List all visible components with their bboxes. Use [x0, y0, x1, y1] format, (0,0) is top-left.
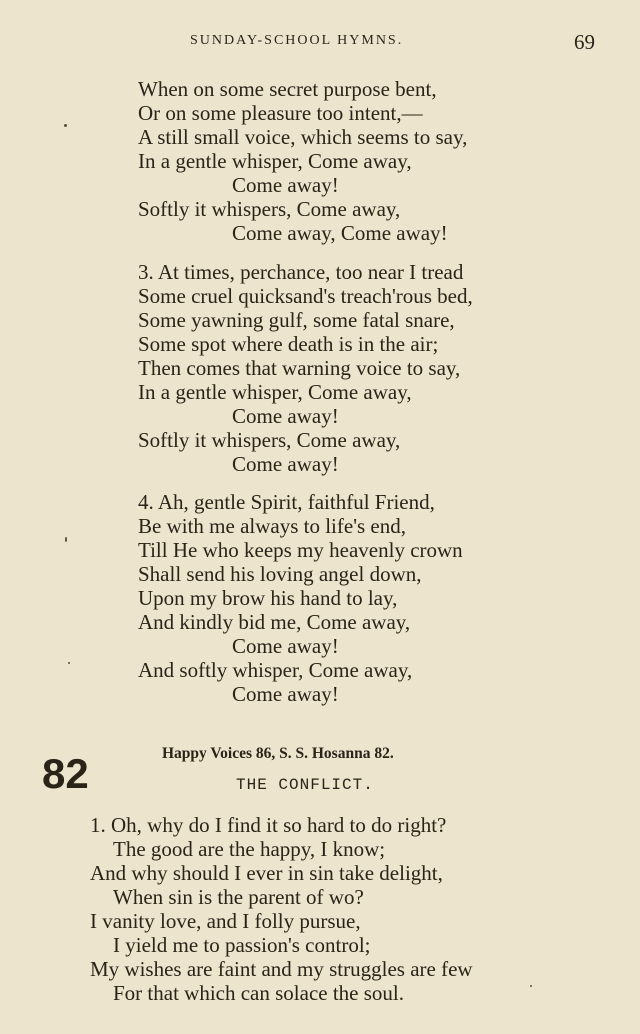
verse-refrain-line: Come away! — [232, 682, 339, 706]
verse-line: Softly it whispers, Come away, — [138, 428, 401, 452]
verse-line: 1. Oh, why do I find it so hard to do right? — [90, 813, 447, 837]
hymn-title: THE CONFLICT. — [236, 776, 374, 794]
print-speck — [68, 662, 70, 664]
verse-line: Softly it whispers, Come away, — [138, 197, 401, 221]
verse-line: A still small voice, which seems to say, — [138, 125, 468, 149]
verse-line: And softly whisper, Come away, — [138, 658, 413, 682]
verse-refrain-line: Come away! — [232, 634, 339, 658]
verse-line: The good are the happy, I know; — [113, 837, 386, 861]
verse-refrain-line: Come away! — [232, 173, 339, 197]
verse-line: For that which can solace the soul. — [113, 981, 405, 1005]
verse-refrain-line: Come away, Come away! — [232, 221, 448, 245]
verse-line: When on some secret purpose bent, — [138, 77, 437, 101]
print-speck — [530, 985, 532, 987]
running-head: SUNDAY-SCHOOL HYMNS. — [190, 33, 404, 48]
verse-line: 4. Ah, gentle Spirit, faithful Friend, — [138, 490, 435, 514]
verse-line: In a gentle whisper, Come away, — [138, 380, 412, 404]
verse-line: I vanity love, and I folly pursue, — [90, 909, 361, 933]
verse-line: Some cruel quicksand's treach'rous bed, — [138, 284, 473, 308]
verse-line: Be with me always to life's end, — [138, 514, 406, 538]
verse-line: Some spot where death is in the air; — [138, 332, 439, 356]
tune-reference: Happy Voices 86, S. S. Hosanna 82. — [162, 745, 394, 762]
hymn-number: 82 — [42, 750, 89, 797]
page-header — [0, 30, 640, 54]
verse-line: When sin is the parent of wo? — [113, 885, 364, 909]
verse-refrain-line: Come away! — [232, 404, 339, 428]
page-number: 69 — [574, 30, 595, 54]
verse-line: Till He who keeps my heavenly crown — [138, 538, 463, 562]
verse-line: And kindly bid me, Come away, — [138, 610, 411, 634]
verse-line: Or on some pleasure too intent,— — [138, 101, 423, 125]
verse-line: And why should I ever in sin take delight, — [90, 861, 443, 885]
print-speck — [65, 537, 67, 542]
verse-line: 3. At times, perchance, too near I tread — [138, 260, 464, 284]
verse-line: Upon my brow his hand to lay, — [138, 586, 398, 610]
verse-refrain-line: Come away! — [232, 452, 339, 476]
verse-line: Some yawning gulf, some fatal snare, — [138, 308, 455, 332]
verse-line: In a gentle whisper, Come away, — [138, 149, 412, 173]
verse-line: My wishes are faint and my struggles are few — [90, 957, 473, 981]
verse-line: Shall send his loving angel down, — [138, 562, 422, 586]
verse-line: Then comes that warning voice to say, — [138, 356, 461, 380]
verse-line: I yield me to passion's control; — [113, 933, 371, 957]
print-speck — [64, 124, 67, 127]
